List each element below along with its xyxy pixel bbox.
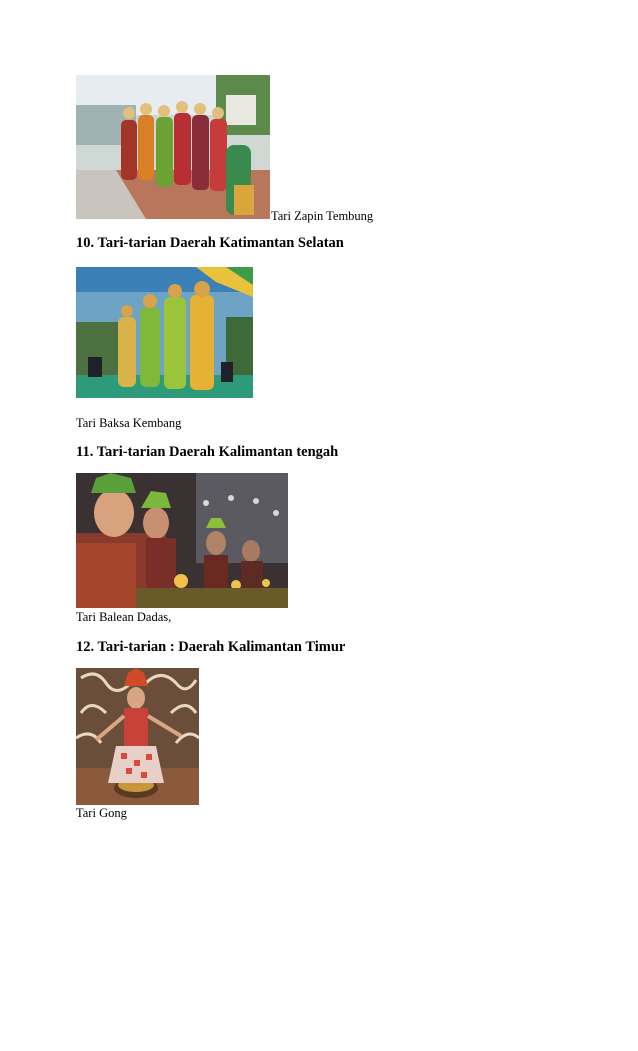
photo-caption: Tari Zapin Tembung — [271, 209, 374, 223]
photo-caption: Tari Gong — [76, 806, 127, 820]
dance-photo-balean-dadas — [76, 473, 288, 608]
section-heading: 10. Tari-tarian Daerah Katimantan Selatan — [76, 235, 344, 251]
section-heading: 12. Tari-tarian : Daerah Kalimantan Timur — [76, 639, 346, 655]
section-heading: 11. Tari-tarian Daerah Kalimantan tengah — [76, 444, 339, 460]
dance-photo-gong — [76, 668, 199, 805]
photo-caption: Tari Baksa Kembang — [76, 416, 182, 430]
photo-caption: Tari Balean Dadas, — [76, 610, 172, 624]
dance-photo-zapin-tembung — [76, 75, 270, 219]
dance-photo-baksa-kembang — [76, 267, 253, 398]
